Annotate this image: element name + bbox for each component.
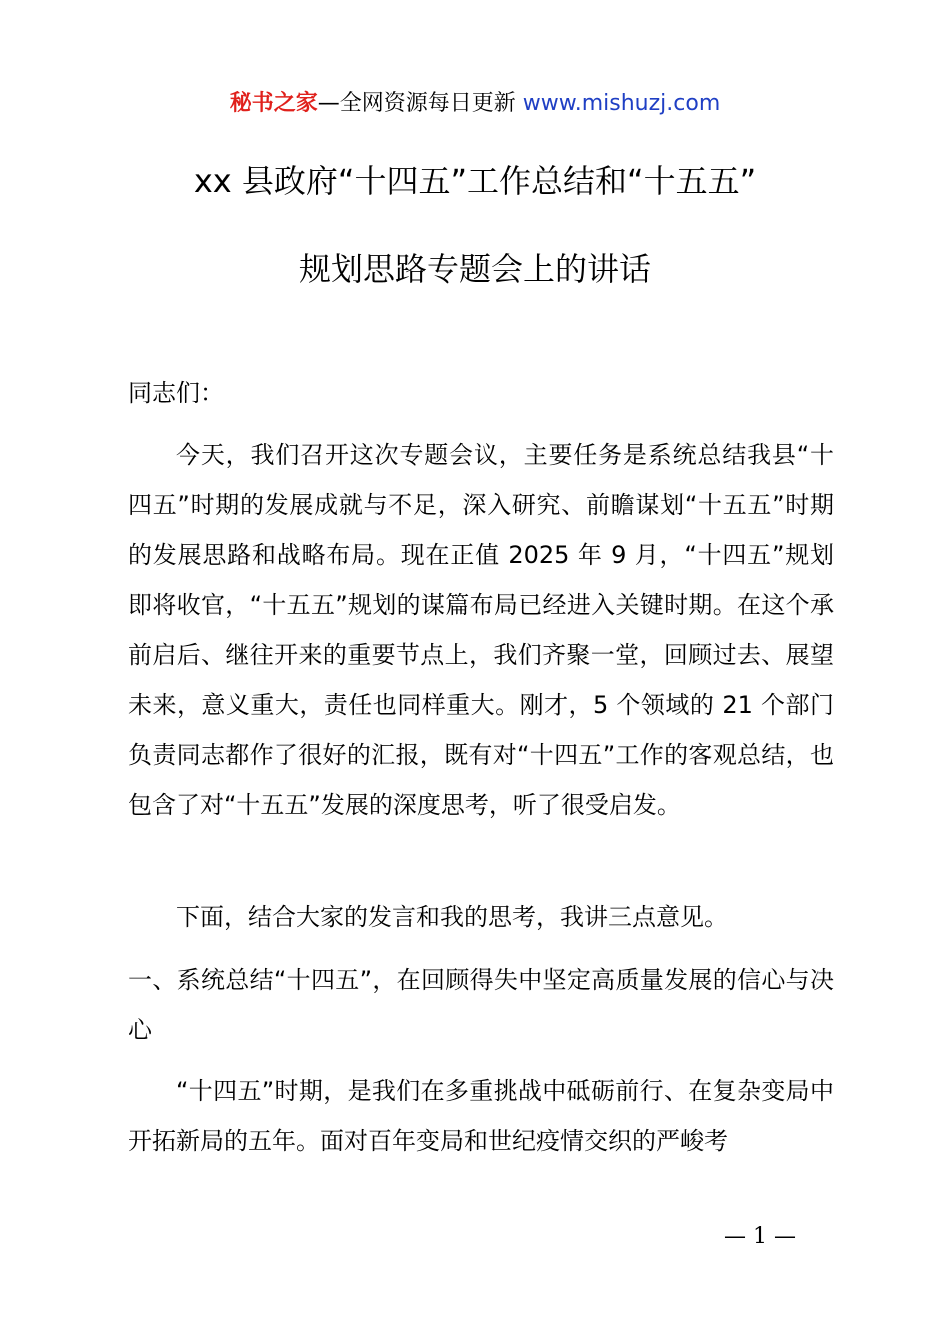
paragraph-section-1: “十四五”时期，是我们在多重挑战中砥砺前行、在复杂变局中开拓新局的五年。面对百年变局和世纪疫情交织的严峻考 — [128, 1077, 834, 1155]
document-title-line-1: xx 县政府“十四五”工作总结和“十五五” — [193, 162, 757, 200]
paragraph-intro: 今天，我们召开这次专题会议，主要任务是系统总结我县“十四五”时期的发展成就与不足，深入研究、前瞻谋划“十五五”时期的发展思路和战略布局。现在正值 2025 年 9 月，“十四五”规划即将收官，“十五五”规划的谋篇布局已经进入关键时期。在这个承前启后、继往开来的重要节点上，我们齐聚一堂，回顾过去、展望未来，意义重大，责任也同样重大。刚才，5 个领域的 21 个部门负责同志都作了很好的汇报，既有对“十四五”工作的客观总结，也包含了对“十五五”发展的深度思考，听了很受启发。 — [128, 441, 834, 819]
site-brand: 秘书之家 — [229, 91, 318, 116]
page-number: — 1 — — [724, 1224, 796, 1249]
site-tagline: —全网资源每日更新 — [317, 91, 516, 116]
site-header — [0, 88, 950, 120]
site-url[interactable]: www.mishuzj.com — [522, 91, 721, 116]
document-title-line-2: 规划思路专题会上的讲话 — [298, 250, 651, 288]
paragraph-transition: 下面，结合大家的发言和我的思考，我讲三点意见。 — [176, 903, 728, 931]
section-heading-1: 一、系统总结“十四五”，在回顾得失中坚定高质量发展的信心与决心 — [128, 966, 834, 1044]
salutation: 同志们： — [128, 379, 224, 407]
